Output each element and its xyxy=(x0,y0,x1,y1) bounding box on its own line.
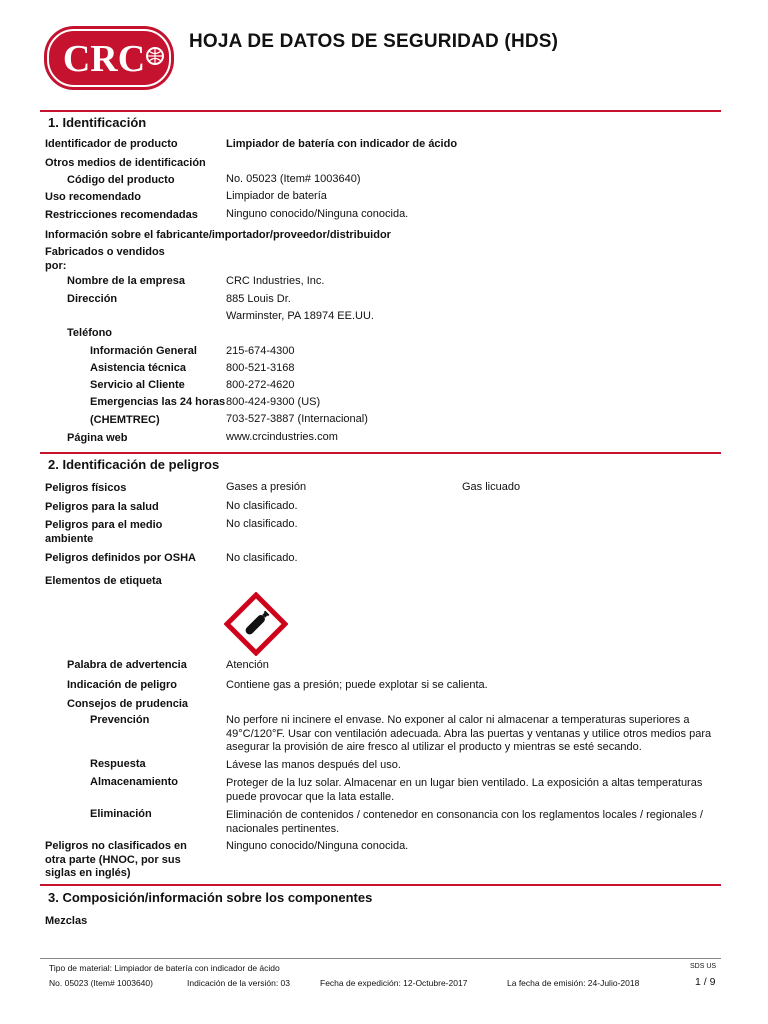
health-hazards-label: Peligros para la salud xyxy=(45,501,159,513)
product-code-value: No. 05023 (Item# 1003640) xyxy=(226,173,361,185)
page-number: 1 / 9 xyxy=(695,976,716,988)
physical-hazards-value: Gases a presión xyxy=(226,481,307,493)
address-line-2: Warminster, PA 18974 EE.UU. xyxy=(226,310,374,322)
emergency-label: Emergencias las 24 horas xyxy=(90,396,226,408)
section-divider xyxy=(40,884,721,886)
address-line-1: 885 Louis Dr. xyxy=(226,293,291,305)
address-label: Dirección xyxy=(67,293,118,305)
manufacturer-info-label: Información sobre el fabricante/importador/proveedor/distribuidor xyxy=(45,229,391,241)
logo-text: CRC xyxy=(62,38,146,80)
precautionary-statements-label: Consejos de prudencia xyxy=(67,698,189,710)
tech-support-label: Asistencia técnica xyxy=(90,362,186,374)
osha-hazards-label: Peligros definidos por OSHA xyxy=(45,552,196,564)
tech-support-phone: 800-521-3168 xyxy=(226,362,295,374)
section-divider xyxy=(40,110,721,112)
physical-hazards-label: Peligros físicos xyxy=(45,482,127,494)
restrictions-value: Ninguno conocido/Ninguna conocida. xyxy=(226,208,409,220)
signal-word-label: Palabra de advertencia xyxy=(67,659,187,671)
product-code-label: Código del producto xyxy=(67,174,175,186)
emergency-phone: 800-424-9300 (US) xyxy=(226,396,321,408)
disposal-label: Eliminación xyxy=(90,808,152,820)
hnoc-value: Ninguno conocido/Ninguna conocida. xyxy=(226,840,409,852)
prevention-label: Prevención xyxy=(90,714,150,726)
customer-service-label: Servicio al Cliente xyxy=(90,379,185,391)
mixtures-label: Mezclas xyxy=(45,915,88,927)
hnoc-label: Peligros no clasificados en otra parte (HNOC, por sus siglas en inglés) xyxy=(45,840,187,879)
section-2-title: 2. Identificación de peligros xyxy=(48,457,220,472)
footer-sds-region: SDS US xyxy=(690,963,717,970)
footer-release-date: La fecha de emisión: 24-Julio-2018 xyxy=(507,978,640,988)
storage-label: Almacenamiento xyxy=(90,776,179,788)
section-divider xyxy=(40,452,721,454)
section-1-title: 1. Identificación xyxy=(48,115,147,130)
footer-version: Indicación de la versión: 03 xyxy=(187,978,291,988)
footer-product-number: No. 05023 (Item# 1003640) xyxy=(49,978,153,988)
chemtrec-label: (CHEMTREC) xyxy=(90,414,160,426)
made-or-sold-label: Fabricados o vendidos por: xyxy=(45,246,165,272)
osha-hazards-value: No clasificado. xyxy=(226,552,298,564)
website-value: www.crcindustries.com xyxy=(226,431,338,443)
section-3-title: 3. Composición/información sobre los componentes xyxy=(48,890,373,905)
document-title: HOJA DE DATOS DE SEGURIDAD (HDS) xyxy=(189,31,559,52)
recommended-use-value: Limpiador de batería xyxy=(226,190,327,202)
prevention-value: No perfore ni incinere el envase. No exponer al calor ni almacenar a temperaturas superiores a 49°C/120°F. Usar con ventilación adecuada. Abra las puertas y ventanas y utilice otros medios para asegurar la provisión de aire fresco al utilizar el producto y mientras se esté secando. xyxy=(226,714,712,753)
storage-value: Proteger de la luz solar. Almacenar en un lugar bien ventilado. La exposición a altas temperaturas puede provocar que la lata estalle. xyxy=(226,777,703,803)
footer-issue-date: Fecha de expedición: 12-Octubre-2017 xyxy=(320,978,468,988)
gas-cylinder-ghs-pictogram-icon xyxy=(224,592,288,656)
label-elements-label: Elementos de etiqueta xyxy=(45,575,162,587)
footer-material-type: Tipo de material: Limpiador de batería con indicador de ácido xyxy=(49,963,280,973)
footer-divider xyxy=(40,958,721,959)
company-name-value: CRC Industries, Inc. xyxy=(226,275,325,287)
response-label: Respuesta xyxy=(90,758,146,770)
customer-service-phone: 800-272-4620 xyxy=(226,379,295,391)
health-hazards-value: No clasificado. xyxy=(226,500,298,512)
environment-hazards-label: Peligros para el medio ambiente xyxy=(45,519,163,545)
crc-logo xyxy=(44,26,174,90)
signal-word-value: Atención xyxy=(226,659,269,671)
environment-hazards-value: No clasificado. xyxy=(226,518,298,530)
chemtrec-phone: 703-527-3887 (Internacional) xyxy=(226,413,368,425)
hazard-statement-label: Indicación de peligro xyxy=(67,679,178,691)
website-label: Página web xyxy=(67,432,128,444)
general-info-phone: 215-674-4300 xyxy=(226,345,295,357)
phone-label: Teléfono xyxy=(67,327,113,339)
product-identifier-label: Identificador de producto xyxy=(45,138,178,150)
physical-hazards-category: Gas licuado xyxy=(462,481,521,493)
general-info-label: Información General xyxy=(90,345,197,357)
recommended-use-label: Uso recomendado xyxy=(45,191,141,203)
disposal-value: Eliminación de contenidos / contenedor en consonancia con los reglamentos locales / regionales / nacionales pertinentes. xyxy=(226,809,703,835)
company-name-label: Nombre de la empresa xyxy=(67,275,185,287)
response-value: Lávese las manos después del uso. xyxy=(226,759,401,771)
restrictions-label: Restricciones recomendadas xyxy=(45,209,198,221)
other-means-label: Otros medios de identificación xyxy=(45,157,206,169)
product-identifier-value: Limpiador de batería con indicador de ácido xyxy=(226,138,458,150)
hazard-statement-value: Contiene gas a presión; puede explotar si se calienta. xyxy=(226,679,488,691)
